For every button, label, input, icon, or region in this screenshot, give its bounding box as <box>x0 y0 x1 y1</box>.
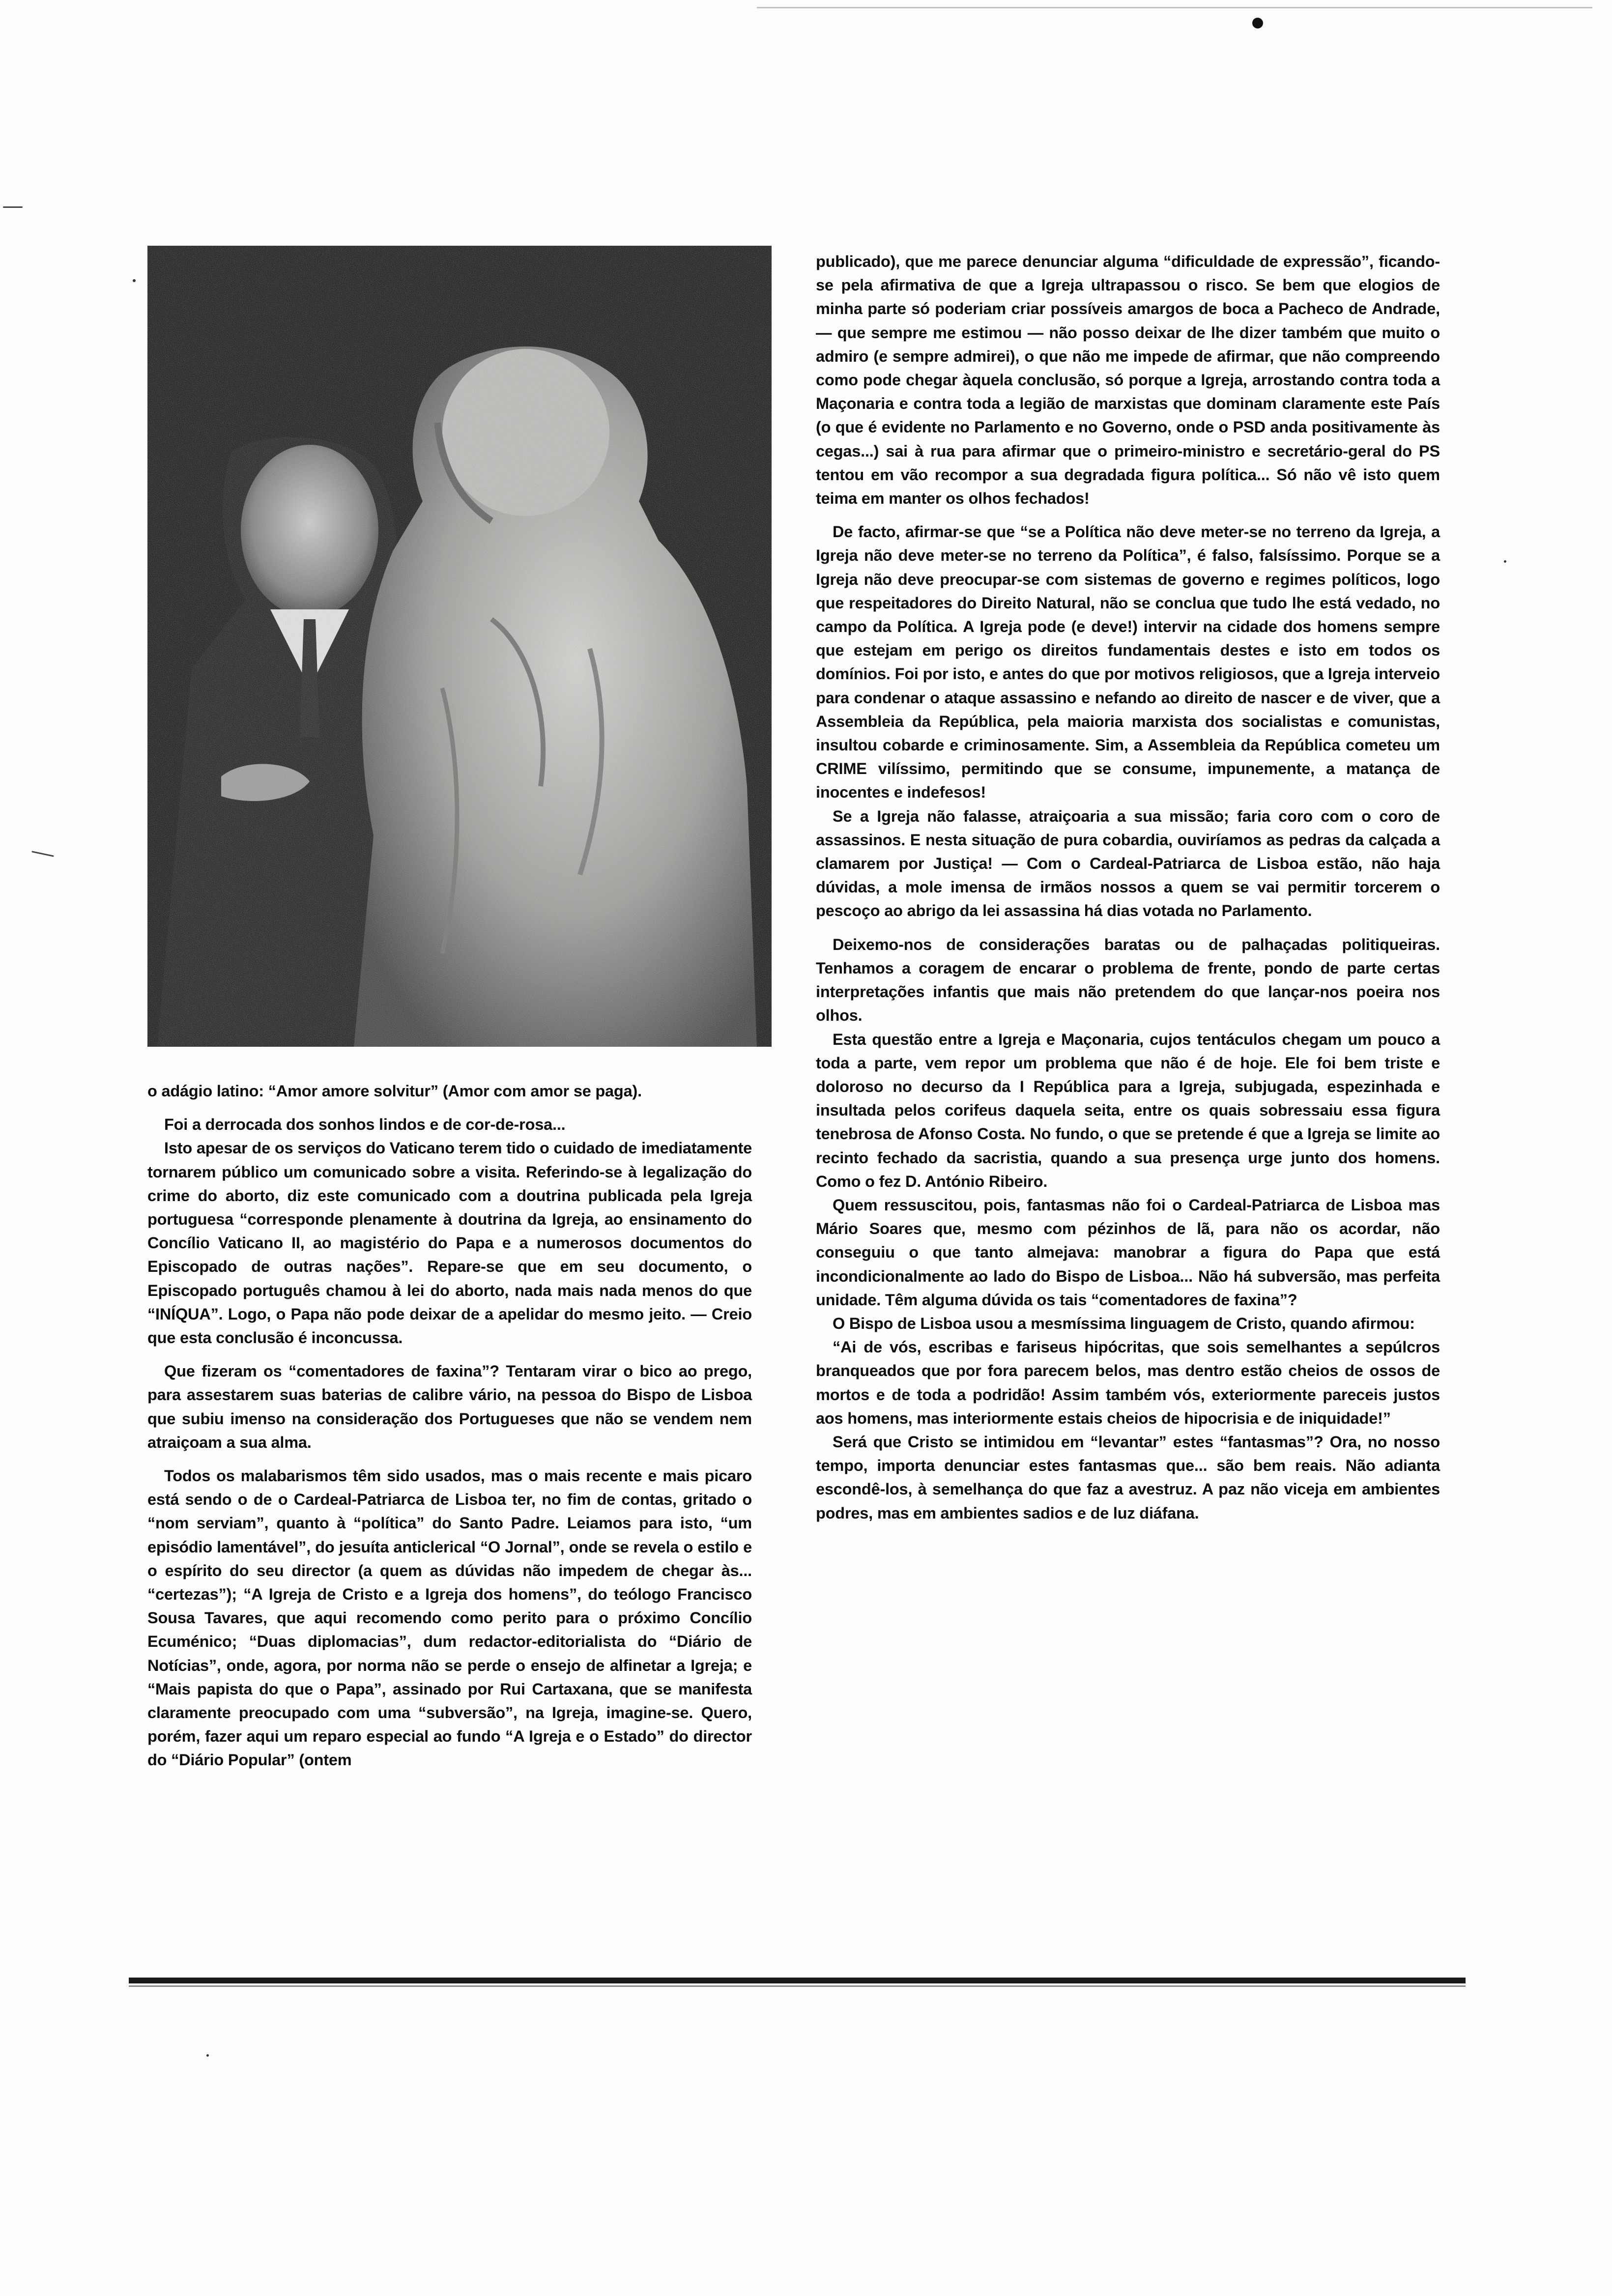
top-scan-rule <box>757 7 1592 8</box>
bottom-rule-shadow <box>129 1985 1466 1987</box>
article-right-column <box>816 250 1440 1525</box>
scan-speck <box>206 2054 209 2057</box>
scan-speck <box>133 279 136 282</box>
article-paragraph: Que fizeram os “comentadores de faxina”? Tentaram virar o bico ao prego, para assestarem suas baterias de calibre vário, na pessoa do Bispo de Lisboa que subiu imenso na consideração dos Portugueses que não se vendem nem atraiçoam a sua alma. <box>147 1362 752 1451</box>
photo-two-men <box>147 246 772 1047</box>
article-paragraph: Deixemo-nos de considerações baratas ou de palhaçadas politiqueiras. Tenhamos a coragem de encarar o problema de frente, pondo de parte certas interpretações infantis que mais não pretendem do que lançar-nos poeira nos olhos. <box>816 935 1440 1025</box>
bottom-rule <box>129 1978 1466 1983</box>
article-paragraph: Foi a derrocada dos sonhos lindos e de cor-de-rosa... <box>164 1116 566 1134</box>
article-paragraph: Se a Igreja não falasse, atraiçoaria a sua missão; faria coro com o coro de assassinos. E nesta situação de pura cobardia, ouviríamos as pedras da calçada a clamarem por Justiça! — Com o Cardeal-Patriarca de Lisboa estão, não haja dúvidas, a mole imensa de irmãos nossos a quem se vai permitir torcerem o pescoço ao abrigo da lei assassina há dias votada no Parlamento. <box>816 807 1440 920</box>
article-left-column <box>147 1079 752 1772</box>
article-paragraph: Será que Cristo se intimidou em “levantar” estes “fantasmas”? Ora, no nosso tempo, importa denunciar estes fantasmas que... são bem reais. Não adianta escondê-los, à semelhança do que faz a avestruz. A paz não viceja em ambientes podres, mas em ambientes sadios e de luz diáfana. <box>816 1433 1440 1522</box>
article-paragraph: Todos os malabarismos têm sido usados, mas o mais recente e mais picaro está sendo o de o Cardeal-Patriarca de Lisboa ter, no fim de contas, gritado o “nom serviam”, quanto à “política” do Santo Padre. Leiamos para isto, “um episódio lamentável”, do jesuíta anticlerical “O Jornal”, onde se revela o estilo e o espírito do seu director (a quem as dúvidas não impedem de chegar às... “certezas”); “A Igreja de Cristo e a Igreja dos homens”, do teólogo Francisco Sousa Tavares, que aqui recomendo como perito para o próximo Concílio Ecuménico; “Duas diplomacias”, dum redactor-editorialista do “Diário de Notícias”, onde, agora, por norma não se perde o ensejo de alfinetar a Igreja; e “Mais papista do que o Papa”, assinado por Rui Cartaxana, que se manifesta claramente preocupado com uma “subversão”, na Igreja, imagine-se. Quero, porém, fazer aqui um reparo especial ao fundo “A Igreja e o Estado” do director do “Diário Popular” (ontem <box>147 1467 752 1769</box>
margin-mark <box>31 851 54 857</box>
article-paragraph: Esta questão entre a Igreja e Maçonaria, cujos tentáculos chegam um pouco a toda a parte, vem repor um problema que não é de hoje. Ele foi bem triste e doloroso no decurso da I República para a Igreja, subjugada, espezinhada e insultada pelos corifeus daquela seita, entre os quais sobressaiu essa figura tenebrosa de Afonso Costa. No fundo, o que se pretende é que a Igreja se limite ao recinto fechado da sacristia, quando a sua presença urge junto dos homens. Como o fez D. António Ribeiro. <box>816 1030 1440 1190</box>
article-paragraph: O Bispo de Lisboa usou a mesmíssima linguagem de Cristo, quando afirmou: <box>833 1314 1415 1332</box>
article-paragraph: De facto, afirmar-se que “se a Política não deve meter-se no terreno da Igreja, a Igreja não deve meter-se no terreno da Política”, é falso, falsíssimo. Porque se a Igreja não deve preocupar-se com sistemas de governo e regimes políticos, logo que respeitadores do Direito Natural, não se conclua que tudo lhe está vedado, no campo da Política. A Igreja pode (e deve!) intervir na cidade dos homens sempre que estejam em perigo os direitos fundamentais destes e isto em todos os domínios. Foi por isto, e antes do que por motivos religiosos, que a Igreja interveio para condenar o ataque assassino e nefando ao direito de nascer e de viver, que a Assembleia da República, pela maioria marxista dos socialistas e comunistas, insultou cobarde e criminosamente. Sim, a Assembleia da República cometeu um CRIME vilíssimo, permitindo que se consume, impunemente, a matança de inocentes e indefesos! <box>816 523 1440 802</box>
margin-mark <box>3 206 23 208</box>
article-quote: “Ai de vós, escribas e fariseus hipócritas, que sois semelhantes a sepúlcros branqueados que por fora parecem belos, mas dentro estão cheios de ossos de mortos e de toda a podridão! Assim também vós, exteriormente pareceis justos aos homens, mas interiormente estais cheios de hipocrisia e de iniquidade!” <box>816 1338 1440 1427</box>
ink-dot <box>1252 18 1263 29</box>
article-paragraph: o adágio latino: “Amor amore solvitur” (Amor com amor se paga). <box>147 1082 642 1100</box>
article-paragraph: Quem ressuscitou, pois, fantasmas não foi o Cardeal-Patriarca de Lisboa mas Mário Soares que, mesmo com pézinhos de lã, para não os acordar, não conseguiu o que tanto almejava: manobrar a figura do Papa que está incondicionalmente ao lado do Bispo de Lisboa... Não há subversão, mas perfeita unidade. Têm alguma dúvida os tais “comentadores de faxina”? <box>816 1196 1440 1309</box>
article-paragraph: publicado), que me parece denunciar alguma “dificuldade de expressão”, ficando-se pela afirmativa de que a Igreja ultrapassou o risco. Se bem que elogios de minha parte só poderiam criar possíveis amargos de boca a Pacheco de Andrade, — que sempre me estimou — não posso deixar de lhe dizer também que muito o admiro (e sempre admirei), o que não me impede de afirmar, que não compreendo como pode chegar àquela conclusão, só porque a Igreja, arrostando contra toda a Maçonaria e contra toda a legião de marxistas que dominam claramente este País (o que é evidente no Parlamento e no Governo, onde o PSD anda positivamente às cegas...) sai à rua para afirmar que o primeiro-ministro e secretário-geral do PS tentou em vão recompor a sua degradada figura política... Só não vê isto quem teima em manter os olhos fechados! <box>816 253 1440 508</box>
photo-image <box>147 246 772 1047</box>
scan-speck <box>1504 560 1506 563</box>
article-paragraph: Isto apesar de os serviços do Vaticano terem tido o cuidado de imediatamente tornarem público um comunicado sobre a visita. Referindo-se à legalização do crime do aborto, diz este comunicado com a doutrina publicada pela Igreja portuguesa “corresponde plenamente à doutrina da Igreja, ao ensinamento do Concílio Vaticano II, ao magistério do Papa e a numerosos documentos do Episcopado de outras nações”. Repare-se que em seu documento, o Episcopado português chamou à lei do aborto, nada mais nada menos do que “INÍQUA”. Logo, o Papa não pode deixar de a apelidar do mesmo jeito. — Creio que esta conclusão é inconcussa. <box>147 1139 752 1347</box>
